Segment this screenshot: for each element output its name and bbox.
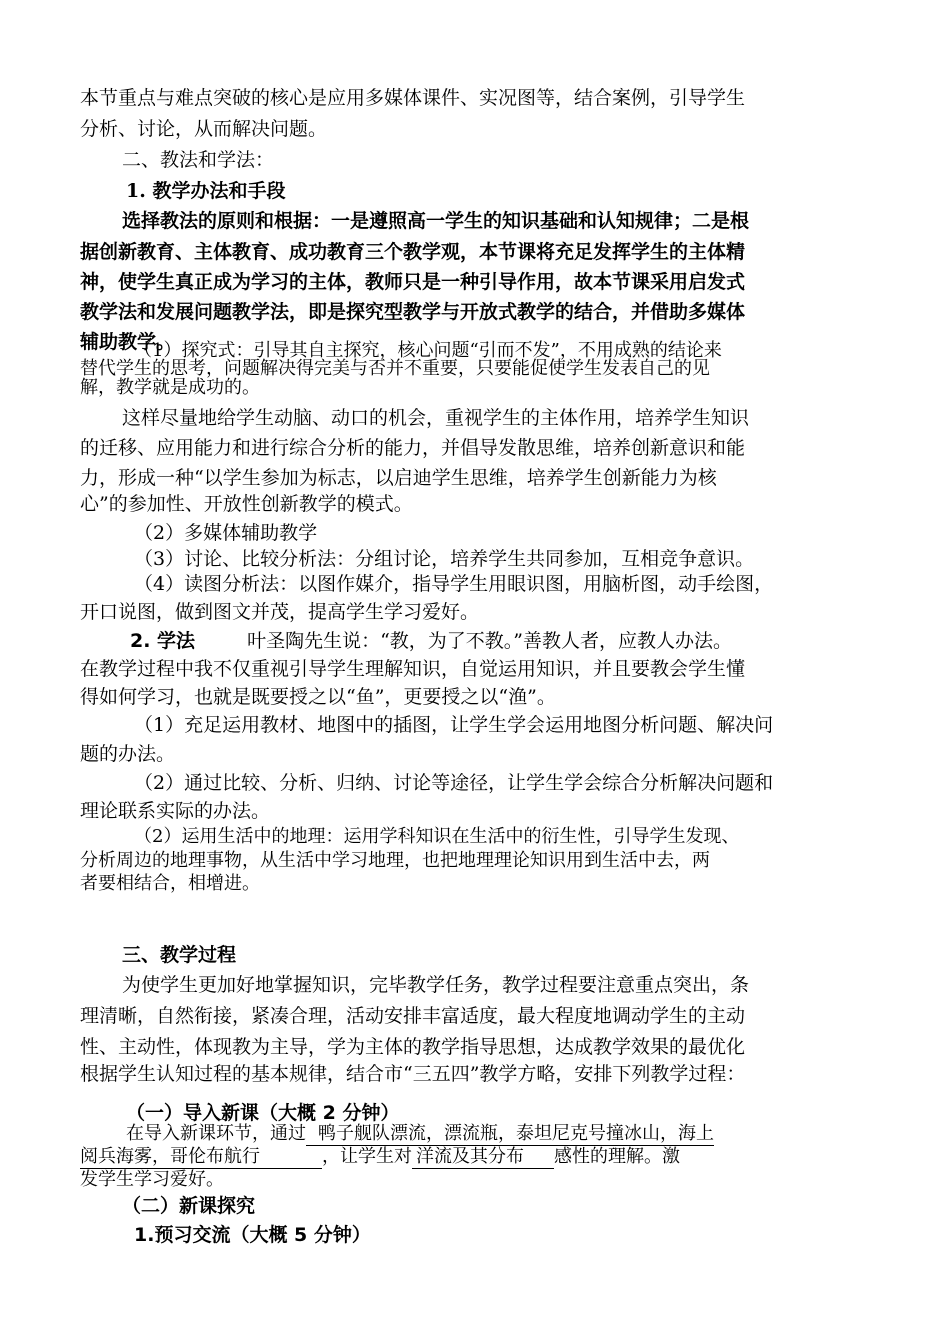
item-discussion: （3）讨论、比较分析法：分组讨论，培养学生共同参加，互相竞争意识。 xyxy=(134,548,755,570)
fill-in-topic: 洋流及其分布 xyxy=(412,1146,554,1169)
explore-line-3: 解，教学就是成功的。 xyxy=(80,377,260,398)
intro-line-1: 本节重点与难点突破的核心是应用多媒体课件、实况图等，结合案例，引导学生 xyxy=(80,87,746,109)
intro-para-line-3: 发学生学习爱好。 xyxy=(80,1169,224,1190)
learning-method-line-1 xyxy=(130,627,732,655)
intro-para-line-1 xyxy=(126,1122,714,1146)
bold-para-line-5: 辅助教学。 xyxy=(80,331,176,353)
explore-line-2: 替代学生的思考，问题解决得完美与否并不重要，只要能促使学生发表自己的见 xyxy=(80,358,710,379)
process-line-1: 为使学生更加好地掌握知识，完毕教学任务，教学过程要注意重点突出，条 xyxy=(122,974,750,996)
bold-para-line-2: 据创新教育、主体教育、成功教育三个教学观，本节课将充足发挥学生的主体精 xyxy=(80,241,746,263)
brain-line-3: 力，形成一种“以学生参加为标志，以启迪学生思维，培养学生创新能力为核 xyxy=(80,467,717,489)
heading-new-lesson-explore: （二）新课探究 xyxy=(122,1195,256,1217)
learn-item-2-line-1: （2）通过比较、分析、归纳、讨论等途径，让学生学会综合分析解决问题和 xyxy=(134,772,774,794)
learn-item-2-line-2: 理论联系实际的办法。 xyxy=(80,800,271,822)
item-map-reading-line-1: （4）读图分析法：以图作媒介，指导学生用眼识图，用脑析图，动手绘图， xyxy=(134,573,774,595)
section-heading-process: 三、教学过程 xyxy=(122,944,237,966)
process-line-2: 理清晰，自然衔接，紧凑合理，活动安排丰富适度，最大程度地调动学生的主动 xyxy=(80,1005,746,1027)
brain-line-1: 这样尽量地给学生动脑、动口的机会，重视学生的主体作用，培养学生知识 xyxy=(122,407,750,429)
intro-line-2: 分析、讨论，从而解决问题。 xyxy=(80,118,328,140)
learn-item-3-line-1: （2）运用生活中的地理：运用学科知识在生活中的衍生性，引导学生发现、 xyxy=(134,826,740,847)
brain-line-2: 的迁移、应用能力和进行综合分析的能力，并倡导发散思维，培养创新意识和能 xyxy=(80,437,746,459)
item-multimedia: （2）多媒体辅助教学 xyxy=(134,522,318,544)
learn-item-3-line-3: 者要相结合，相增进。 xyxy=(80,873,260,894)
fill-in-examples-cont: 阅兵海雾，哥伦布航行 xyxy=(80,1146,322,1169)
brain-line-4: 心”的参加性、开放性创新教学的模式。 xyxy=(80,493,413,515)
intro-para-line-2 xyxy=(80,1145,680,1169)
heading-preview-exchange: 1.预习交流（大概 5 分钟） xyxy=(134,1224,371,1246)
learning-method-quote: 叶圣陶先生说：“教，为了不教。”善教人者，应教人办法。 xyxy=(247,630,732,652)
heading-intro-new-lesson: （一）导入新课（大概 2 分钟） xyxy=(126,1102,400,1124)
bold-para-line-4: 教学法和发展问题教学法，即是探究型教学与开放式教学的结合，并借助多媒体 xyxy=(80,301,746,323)
learning-method-line-2: 在教学过程中我不仅重视引导学生理解知识，自觉运用知识，并且要教会学生懂 xyxy=(80,658,746,680)
intro-text-3: 感性的理解。激 xyxy=(554,1146,680,1167)
section-heading-methods: 二、教法和学法： xyxy=(122,149,275,171)
subheading-teaching-methods: 1. 教学办法和手段 xyxy=(126,180,286,202)
bold-para-line-1: 选择教法的原则和根据：一是遵照高一学生的知识基础和认知规律；二是根 xyxy=(122,210,750,232)
learn-item-1-line-1: （1）充足运用教材、地图中的插图，让学生学会运用地图分析问题、解决问 xyxy=(134,714,774,736)
learning-method-label: 2. 学法 xyxy=(130,630,196,652)
process-line-3: 性、主动性，体现教为主导，学为主体的教学指导思想，达成教学效果的最优化 xyxy=(80,1036,746,1058)
item-map-reading-line-2: 开口说图，做到图文并茂，提高学生学习爱好。 xyxy=(80,601,480,623)
process-line-4: 根据学生认知过程的基本规律，结合市“三五四”教学方略，安排下列教学过程： xyxy=(80,1063,746,1085)
bold-para-line-3: 神，使学生真正成为学习的主体，教师只是一种引导作用，故本节课采用启发式 xyxy=(80,271,746,293)
intro-text-1: 在导入新课环节，通过 xyxy=(126,1123,306,1144)
fill-in-examples: 鸭子舰队漂流，漂流瓶，泰坦尼克号撞冰山，海上 xyxy=(306,1123,714,1146)
learn-item-1-line-2: 题的办法。 xyxy=(80,743,176,765)
learning-method-line-3: 得如何学习，也就是既要授之以“鱼”，更要授之以“渔”。 xyxy=(80,686,556,708)
learn-item-3-line-2: 分析周边的地理事物，从生活中学习地理，也把地理理论知识用到生活中去，两 xyxy=(80,850,710,871)
intro-text-2: ，让学生对 xyxy=(322,1146,412,1167)
explore-line-1: （1）探究式：引导其自主探究，核心问题“引而不发”，不用成熟的结论来 xyxy=(134,340,722,361)
